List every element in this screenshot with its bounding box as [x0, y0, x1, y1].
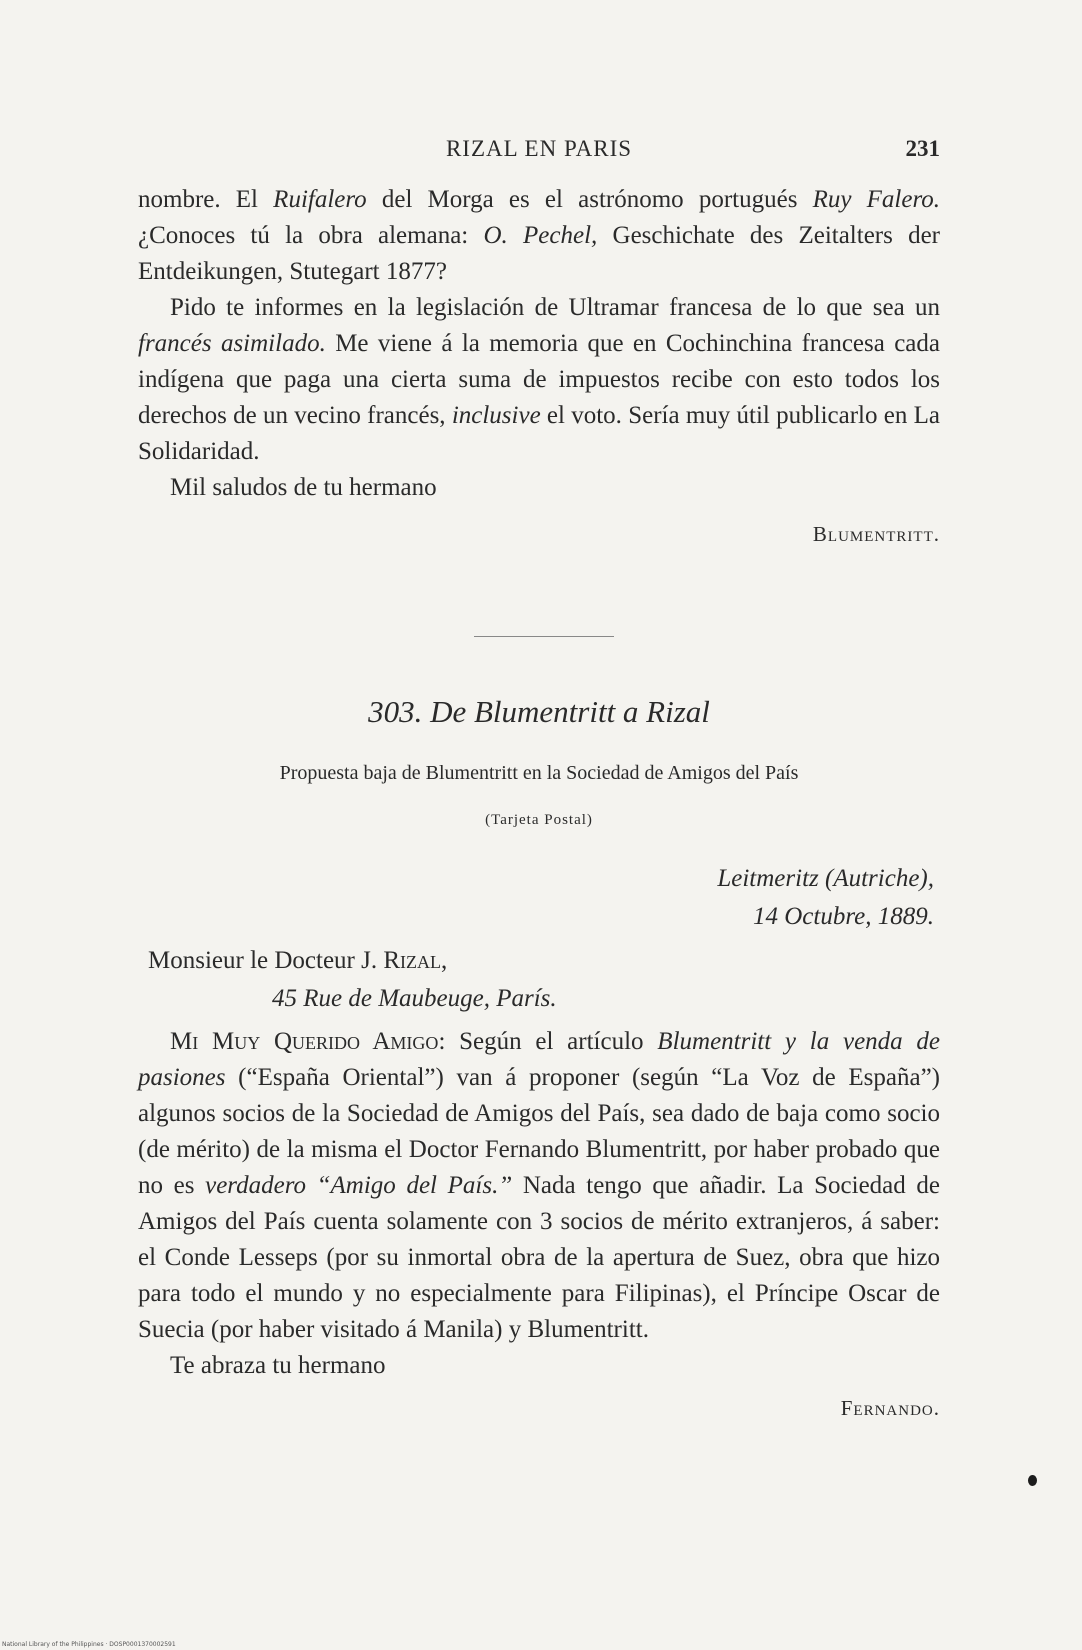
date: 14 Octubre, 1889.	[753, 903, 934, 930]
letter-closing: Te abraza tu hermano	[170, 1352, 386, 1379]
text-run: Me viene á la memoria que en Cochinchina francesa cada indígena que paga una cierta suma de impuestos recibe con esto todos los derechos de un vecino francés,	[138, 330, 940, 429]
scan-watermark: National Library of the Philippines · DOSP0001370002591	[2, 1641, 176, 1648]
ink-dot	[1028, 1475, 1037, 1486]
text-run: el voto. Sería muy útil publicarlo en La Solidaridad.	[138, 402, 940, 465]
text-run: Blumentritt y la venda de pasiones	[138, 1028, 941, 1091]
text-run: Nada tengo que añadir. La Sociedad de Amigos del País cuenta solamente con 3 socios de mérito extranjeros, á saber: el Conde Lesseps (por su inmortal obra de la apertura de Suez, obra que hizo para todo el mundo y no especialmente para Filipinas), el Príncipe Oscar de Suecia (por haber visitado á Manila) y Blumentritt.	[138, 1172, 941, 1343]
section-divider	[474, 636, 614, 637]
text-run: ,	[441, 947, 448, 974]
text-run: Rizal	[383, 947, 442, 974]
place: Leitmeritz (Autriche),	[717, 865, 934, 892]
text-run: Geschichate des Zeitalters der Entdeikungen, Stutegart 1877?	[138, 222, 940, 285]
address-street: 45 Rue de Maubeuge, París.	[272, 985, 557, 1012]
dateline	[717, 860, 934, 936]
letter-body	[138, 1024, 940, 1426]
closing-line: Mil saludos de tu hermano	[170, 474, 437, 501]
body-paragraph	[138, 1024, 940, 1348]
text-run: verdadero “Amigo del País.”	[205, 1172, 513, 1199]
text-run: inclusive	[451, 402, 541, 429]
addressee-block	[148, 942, 940, 1018]
previous-letter-end	[138, 182, 940, 552]
text-run: : Según el artículo	[438, 1028, 658, 1055]
addressee	[148, 942, 940, 980]
text-run: Monsieur le Docteur J.	[148, 947, 384, 974]
page-header	[138, 136, 940, 170]
page-number: 231	[905, 136, 940, 161]
signature-blumentritt: Blumentritt.	[812, 522, 940, 546]
paragraph-pechel	[138, 182, 940, 290]
text-run: Mi Muy Querido Amigo	[170, 1028, 439, 1055]
letter-title: 303. De Blumentritt a Rizal	[368, 694, 710, 729]
paragraph-frances-asimilado	[138, 290, 940, 470]
text-run: Ruifalero	[273, 186, 367, 213]
text-run: ¿Conoces tú la obra alemana:	[138, 222, 484, 249]
text-run: (“España Oriental”) van á proponer (según “La Voz de España”) algunos socios de la Sociedad de Amigos del País, sea dado de baja como socio (de mérito) de la misma el Doctor Fernando Blumentritt, por haber probado que no es	[138, 1064, 940, 1199]
text-run: nombre. El	[138, 186, 274, 213]
text-run: francés asimilado.	[138, 330, 326, 357]
letter-description: Propuesta baja de Blumentritt en la Sociedad de Amigos del País	[279, 762, 799, 784]
text-run: O. Pechel,	[483, 222, 598, 249]
text-run: Pido te informes en la legislación de Ultramar francesa de lo que sea un	[170, 294, 940, 321]
signature-fernando: Fernando.	[840, 1396, 940, 1420]
text-run: Ruy Falero.	[812, 186, 940, 213]
running-title: RIZAL EN PARIS	[445, 136, 633, 161]
text-run: del Morga es el astrónomo portugués	[366, 186, 813, 213]
letter-note: (Tarjeta Postal)	[485, 812, 593, 828]
